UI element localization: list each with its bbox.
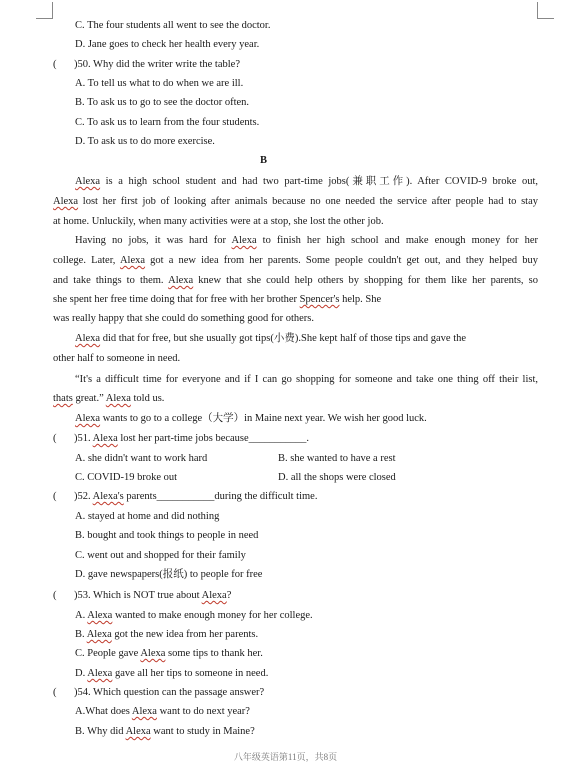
section-label: B: [259, 155, 267, 166]
q53-option-b: B. Alexa got the new idea from her parents.: [75, 629, 259, 640]
passage-line: at home. Unluckily, when many activities were at a stop, she lost the other job.: [53, 216, 384, 227]
page-footer: 八年级英语第11页，共8页: [233, 752, 338, 762]
passage-line: was really happy that she could do something good for others.: [53, 313, 314, 324]
crop-mark-top-left: [36, 2, 53, 19]
q50-option-c: C. To ask us to learn from the four students.: [75, 117, 260, 128]
passage-line: Alexa is a high school student and had two part-time jobs(兼职工作). After COVID-9 broke out,: [75, 176, 538, 187]
q51-option-a: A. she didn't want to work hard: [75, 453, 208, 464]
q53-option-d: D. Alexa gave all her tips to someone in need.: [75, 668, 269, 679]
q50-option-b: B. To ask us to go to see the doctor often.: [75, 97, 250, 108]
crop-mark-top-right: [537, 2, 554, 19]
q51-stem: ( )51. Alexa lost her part-time jobs because___________.: [53, 433, 310, 444]
q49-option-d: D. Jane goes to check her health every year.: [75, 39, 260, 50]
q53-stem: ( )53. Which is NOT true about Alexa?: [53, 590, 232, 601]
answer-paren[interactable]: (: [53, 59, 57, 70]
q51-option-d: D. all the shops were closed: [278, 472, 396, 483]
q52-option-d: D. gave newspapers(报纸) to people for free: [75, 569, 263, 580]
q50-stem: ( )50. Why did the writer write the table?: [53, 59, 241, 70]
q54-option-a: A.What does Alexa want to do next year?: [75, 706, 250, 717]
passage-line: thats great.” Alexa told us.: [53, 393, 165, 404]
q50-option-d: D. To ask us to do more exercise.: [75, 136, 215, 147]
q53-option-a: A. Alexa wanted to make enough money for her college.: [75, 610, 313, 621]
q54-option-b: B. Why did Alexa want to study in Maine?: [75, 726, 255, 737]
q52-option-b: B. bought and took things to people in need: [75, 530, 259, 541]
answer-paren[interactable]: (: [53, 590, 57, 601]
passage-line: college. Later, Alexa got a new idea from her parents. Some people couldn't get out, and they helped buy: [53, 255, 538, 266]
passage-line: and take things to them. Alexa knew that she could help others by shopping for them like her parents, so: [53, 275, 539, 286]
answer-paren[interactable]: (: [53, 433, 57, 444]
passage-line: she spent her free time doing that for free with her brother Spencer's help. She: [53, 294, 382, 305]
passage-line: Alexa lost her first job of looking after animals because no one needed the service after people had to stay: [53, 196, 538, 207]
passage-line: Having no jobs, it was hard for Alexa to finish her high school and make enough money for her: [75, 235, 539, 246]
q54-stem: ( )54. Which question can the passage answer?: [53, 687, 265, 698]
q50-option-a: A. To tell us what to do when we are ill.: [75, 78, 244, 89]
answer-paren[interactable]: (: [53, 687, 57, 698]
passage-line: other half to someone in need.: [53, 353, 181, 364]
q51-option-b: B. she wanted to have a rest: [278, 453, 396, 464]
passage-line: Alexa wants to go to a college（大学）in Maine next year. We wish her good luck.: [75, 413, 427, 424]
q53-option-c: C. People gave Alexa some tips to thank her.: [75, 648, 263, 659]
answer-paren[interactable]: (: [53, 491, 57, 502]
q49-option-c: C. The four students all went to see the doctor.: [75, 20, 271, 31]
q52-option-a: A. stayed at home and did nothing: [75, 511, 220, 522]
q51-option-c: C. COVID-19 broke out: [75, 472, 178, 483]
q52-option-c: C. went out and shopped for their family: [75, 550, 246, 561]
passage-line: “It's a difficult time for everyone and if I can go shopping for someone and take one thing off their list,: [75, 374, 538, 385]
q52-stem: ( )52. Alexa's parents___________during the difficult time.: [53, 491, 318, 502]
passage-line: Alexa did that for free, but she usually got tips(小费).She kept half of those tips and gave the: [75, 333, 467, 344]
